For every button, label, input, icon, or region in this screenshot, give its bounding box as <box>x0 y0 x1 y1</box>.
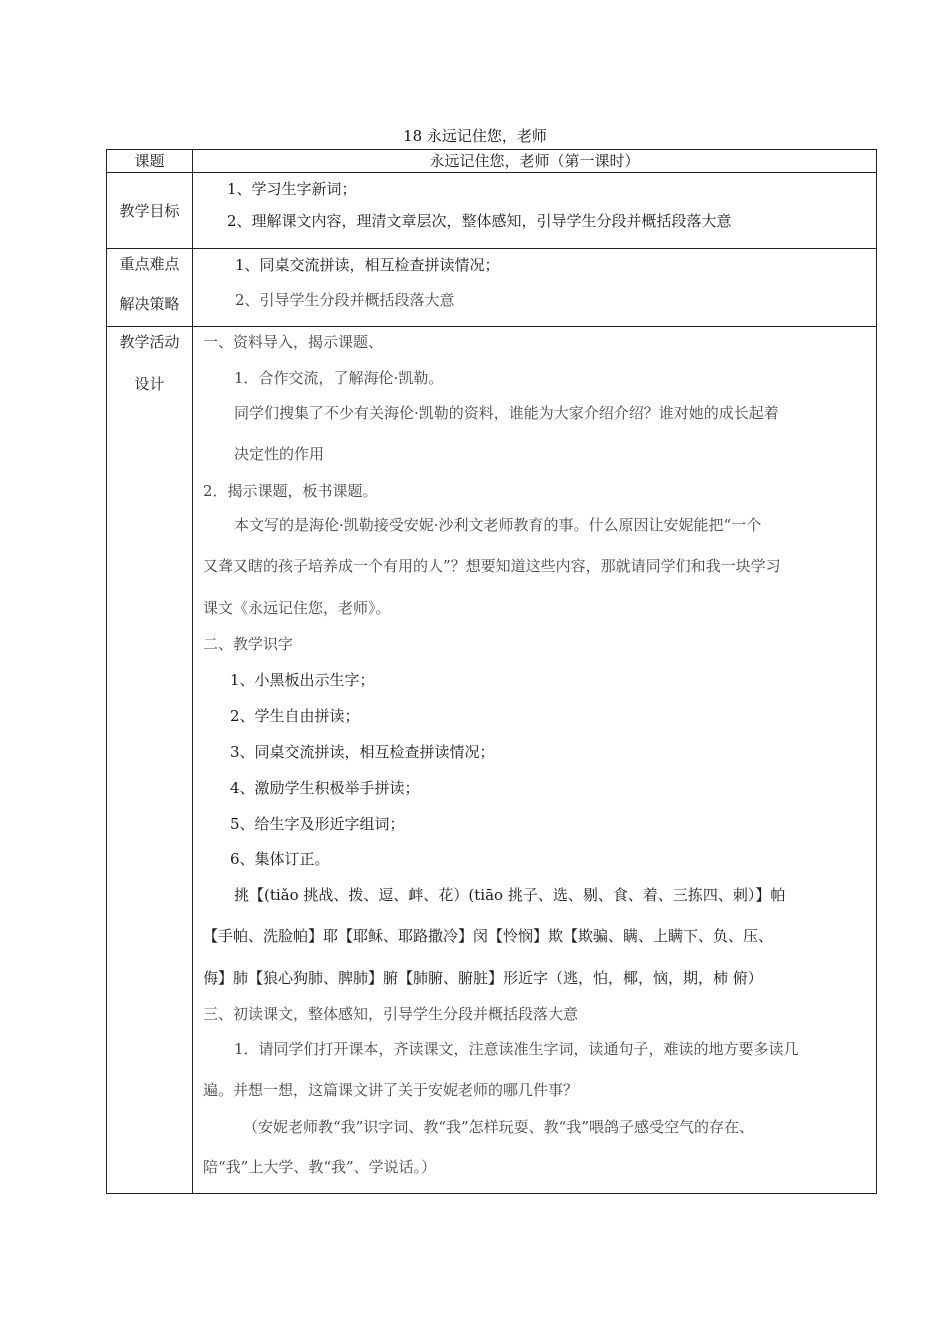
topic-label-cell <box>107 150 193 173</box>
objectives-label-cell <box>107 173 193 249</box>
document-title: 18 永远记住您，老师 <box>403 127 547 145</box>
row-topic <box>107 150 877 173</box>
activity-line: 遍。并想一想，这篇课文讲了关于安妮老师的哪几件事？ <box>203 1081 579 1099</box>
difficulty-item: 1、同桌交流拼读，相互检查拼读情况； <box>235 256 500 274</box>
activity-line: 5、给生字及形近字组词； <box>230 815 405 833</box>
activity-line: 1．合作交流，了解海伦·凯勒。 <box>234 369 444 387</box>
difficulties-content-cell <box>193 249 877 327</box>
lesson-plan-table <box>106 149 877 1194</box>
activity-line: 3、同桌交流拼读，相互检查拼读情况； <box>230 743 495 761</box>
activity-line: 4、激励学生积极举手拼读； <box>230 779 420 797</box>
activity-line: 1．请同学们打开课本，齐读课文，注意读准生字词，读通句子，难读的地方要多读几 <box>234 1040 799 1058</box>
activity-line: 一、资料导入，揭示课题、 <box>203 333 384 351</box>
activity-line: 陪“我”上大学、教“我”、学说话。） <box>203 1158 437 1176</box>
activities-label-line2: 设计 <box>134 375 165 393</box>
activity-line: 【手帕、洗脸帕】耶【耶稣、耶路撒冷】闵【怜悯】欺【欺骗、瞒、上瞒下、负、压、 <box>203 927 774 945</box>
activity-line: 2、学生自由拼读； <box>230 707 360 725</box>
activity-line: 侮】肺【狼心狗肺、脾肺】腑【肺腑、腑脏】形近字（逃，怕，椰，恼，期，柿 俯） <box>203 969 763 987</box>
activity-line: 课文《永远记住您，老师》。 <box>203 599 391 617</box>
activity-line: 本文写的是海伦·凯勒接受安妮·沙利文老师教育的事。什么原因让安妮能把“一个 <box>234 516 762 534</box>
activities-label-line1: 教学活动 <box>119 333 180 351</box>
activity-line: 1、小黑板出示生字； <box>230 671 375 689</box>
row-key-difficulties <box>107 249 877 327</box>
objectives-content-cell <box>193 173 877 249</box>
difficulties-label-line2: 解决策略 <box>119 295 180 313</box>
activity-line: 又聋又瞎的孩子培养成一个有用的人”？想要知道这些内容，那就请同学们和我一块学习 <box>203 557 781 575</box>
row-objectives <box>107 173 877 249</box>
objectives-label: 教学目标 <box>119 202 180 220</box>
objective-item: 2、理解课文内容，理清文章层次，整体感知，引导学生分段并概括段落大意 <box>227 212 732 230</box>
row-activities <box>107 327 877 1194</box>
activities-content-cell <box>193 327 877 1194</box>
topic-value-cell <box>193 150 877 173</box>
activity-line: 2．揭示课题，板书课题。 <box>203 482 378 500</box>
objective-item: 1、学习生字新词； <box>227 180 357 198</box>
activity-line: 三、初读课文，整体感知，引导学生分段并概括段落大意 <box>203 1005 579 1023</box>
activity-line: 二、教学识字 <box>203 635 294 653</box>
topic-label: 课题 <box>134 152 165 170</box>
activities-label-cell <box>107 327 193 1194</box>
difficulty-item: 2、引导学生分段并概括段落大意 <box>235 291 455 309</box>
activity-line: 同学们搜集了不少有关海伦·凯勒的资料，谁能为大家介绍介绍？谁对她的成长起着 <box>234 404 779 422</box>
activity-line: 6、集体订正。 <box>230 850 330 868</box>
difficulties-label-cell <box>107 249 193 327</box>
difficulties-label-line1: 重点难点 <box>119 255 180 273</box>
activity-line: 决定性的作用 <box>234 445 325 463</box>
activity-line: （安妮老师教“我”识字词、教“我”怎样玩耍、教“我”喂鸽子感受空气的存在、 <box>243 1118 755 1136</box>
activity-line: 挑【(tiǎo 挑战、拨、逗、衅、花）(tiāo 挑子、选、剔、食、着、三拣四、刺）】帕 <box>234 886 786 904</box>
topic-value: 永远记住您，老师（第一课时） <box>429 152 640 170</box>
